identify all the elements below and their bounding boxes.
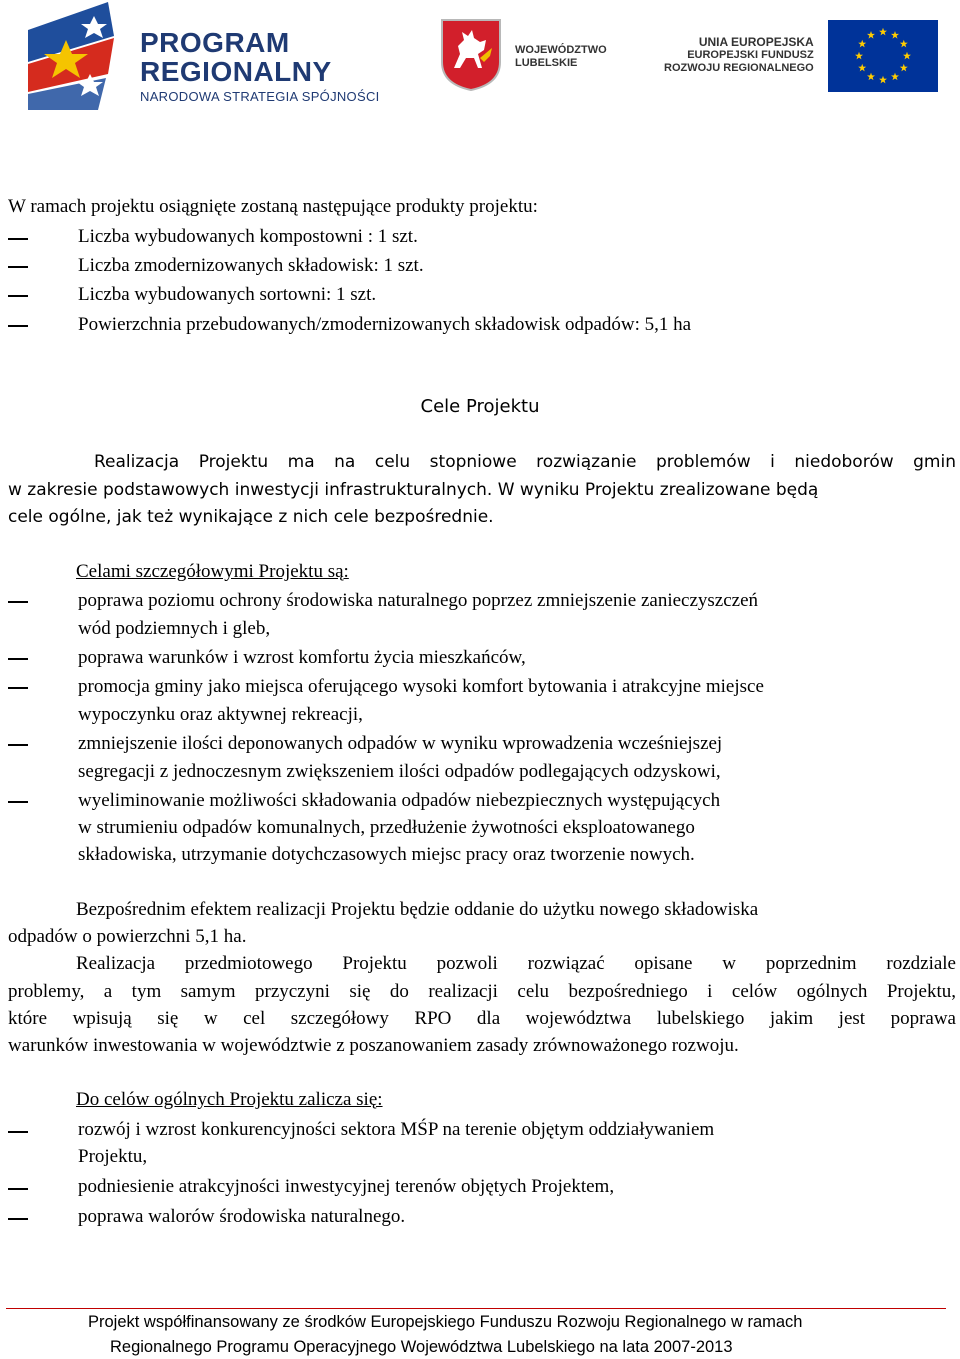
program-regionalny-logo: [28, 2, 388, 110]
specific-goal-line: segregacji z jednoczesnym zwiększeniem ilości odpadów podlegających odzyskowi,: [78, 761, 721, 782]
realization-line: warunków inwestowania w województwie z poszanowaniem zasady zrównoważonego rozwoju.: [8, 1035, 739, 1056]
general-goal-line: poprawa walorów środowiska naturalnego.: [78, 1206, 406, 1227]
general-goals-heading: Do celów ogólnych Projektu zalicza się:: [76, 1089, 383, 1110]
program-line-1: PROGRAM: [140, 27, 290, 58]
bullet-dash: [8, 238, 28, 240]
footer-rule: [6, 1308, 946, 1309]
product-item: Liczba wybudowanych sortowni: 1 szt.: [78, 284, 377, 305]
goals-para-line: Realizacja Projektu ma na celu stopniowe rozwiązanie problemów i niedoborów gmin: [94, 452, 956, 472]
footer-line-2: Regionalnego Programu Operacyjnego Województwa Lubelskiego na lata 2007-2013: [110, 1338, 733, 1356]
bullet-dash: [8, 687, 28, 689]
program-line-3: NARODOWA STRATEGIA SPÓJNOŚCI: [140, 89, 380, 104]
bullet-dash: [8, 295, 28, 297]
direct-effect-line: odpadów o powierzchni 5,1 ha.: [8, 926, 247, 947]
bullet-dash: [8, 1188, 28, 1190]
bullet-dash: [8, 801, 28, 803]
products-intro: W ramach projektu osiągnięte zostaną następujące produkty projektu:: [8, 196, 538, 217]
specific-goal-line: w strumieniu odpadów komunalnych, przedłużenie żywotności eksploatowanego: [78, 817, 695, 838]
eu-flag-icon: [828, 20, 938, 92]
specific-goal-line: poprawa poziomu ochrony środowiska naturalnego poprzez zmniejszenie zanieczyszczeń: [78, 590, 759, 611]
specific-goal-line: składowiska, utrzymanie dotychczasowych miejsc pracy oraz tworzenie nowych.: [78, 844, 695, 865]
specific-goal-line: wyeliminowanie możliwości składowania odpadów niebezpiecznych występujących: [78, 790, 721, 811]
bullet-dash: [8, 744, 28, 746]
direct-effect-line: Bezpośrednim efektem realizacji Projektu będzie oddanie do użytku nowego składowiska: [76, 899, 759, 920]
specific-goal-line: promocja gminy jako miejsca oferującego wysoki komfort bytowania i atrakcyjne miejsce: [78, 676, 764, 697]
product-item: Liczba wybudowanych kompostowni : 1 szt.: [78, 226, 418, 247]
product-item: Liczba zmodernizowanych składowisk: 1 szt.: [78, 255, 424, 276]
voivodeship-line-1: WOJEWÓDZTWO: [515, 44, 607, 56]
goals-para-line: cele ogólne, jak też wynikające z nich cele bezpośrednie.: [8, 507, 494, 527]
bullet-dash: [8, 658, 28, 660]
specific-goal-line: poprawa warunków i wzrost komfortu życia mieszkańców,: [78, 647, 526, 668]
star-emblem-icon: [28, 2, 138, 110]
bullet-dash: [8, 601, 28, 603]
specific-goal-line: wypoczynku oraz aktywnej rekreacji,: [78, 704, 363, 725]
bullet-dash: [8, 1218, 28, 1220]
eu-line-1: UNIA EUROPEJSKA: [698, 35, 814, 49]
bullet-dash: [8, 1131, 28, 1133]
eu-line-3: ROZWOJU REGIONALNEGO: [664, 62, 814, 74]
bullet-dash: [8, 266, 28, 268]
lubelskie-coat-of-arms-icon: [440, 18, 502, 92]
eu-line-2: EUROPEJSKI FUNDUSZ: [687, 49, 814, 61]
product-item: Powierzchnia przebudowanych/zmodernizowanych składowisk odpadów: 5,1 ha: [78, 314, 692, 335]
bullet-dash: [8, 325, 28, 327]
general-goal-line: Projektu,: [78, 1146, 148, 1167]
realization-line: problemy, a tym samym przyczyni się do realizacji celu bezpośredniego i celów ogólnych Projektu,: [8, 981, 956, 1002]
program-line-2: REGIONALNY: [140, 56, 332, 87]
specific-goal-line: zmniejszenie ilości deponowanych odpadów w wyniku wprowadzenia wcześniejszej: [78, 733, 723, 754]
voivodeship-line-2: LUBELSKIE: [515, 57, 578, 69]
general-goal-line: rozwój i wzrost konkurencyjności sektora MŚP na terenie objętym oddziaływaniem: [78, 1119, 715, 1140]
general-goal-line: podniesienie atrakcyjności inwestycyjnej terenów objętych Projektem,: [78, 1176, 615, 1197]
realization-line: Realizacja przedmiotowego Projektu pozwoli rozwiązać opisane w poprzednim rozdziale: [76, 953, 956, 974]
specific-goals-heading: Celami szczegółowymi Projektu są:: [76, 561, 349, 582]
goals-para-line: w zakresie podstawowych inwestycji infrastrukturalnych. W wyniku Projektu zrealizowane będą: [8, 480, 819, 500]
specific-goal-line: wód podziemnych i gleb,: [78, 618, 271, 639]
footer-line-1: Projekt współfinansowany ze środków Europejskiego Funduszu Rozwoju Regionalnego w ramach: [88, 1313, 803, 1331]
section-title: Cele Projektu: [420, 396, 540, 417]
realization-line: które wpisują się w cel szczegółowy RPO dla województwa lubelskiego jakim jest poprawa: [8, 1008, 956, 1029]
